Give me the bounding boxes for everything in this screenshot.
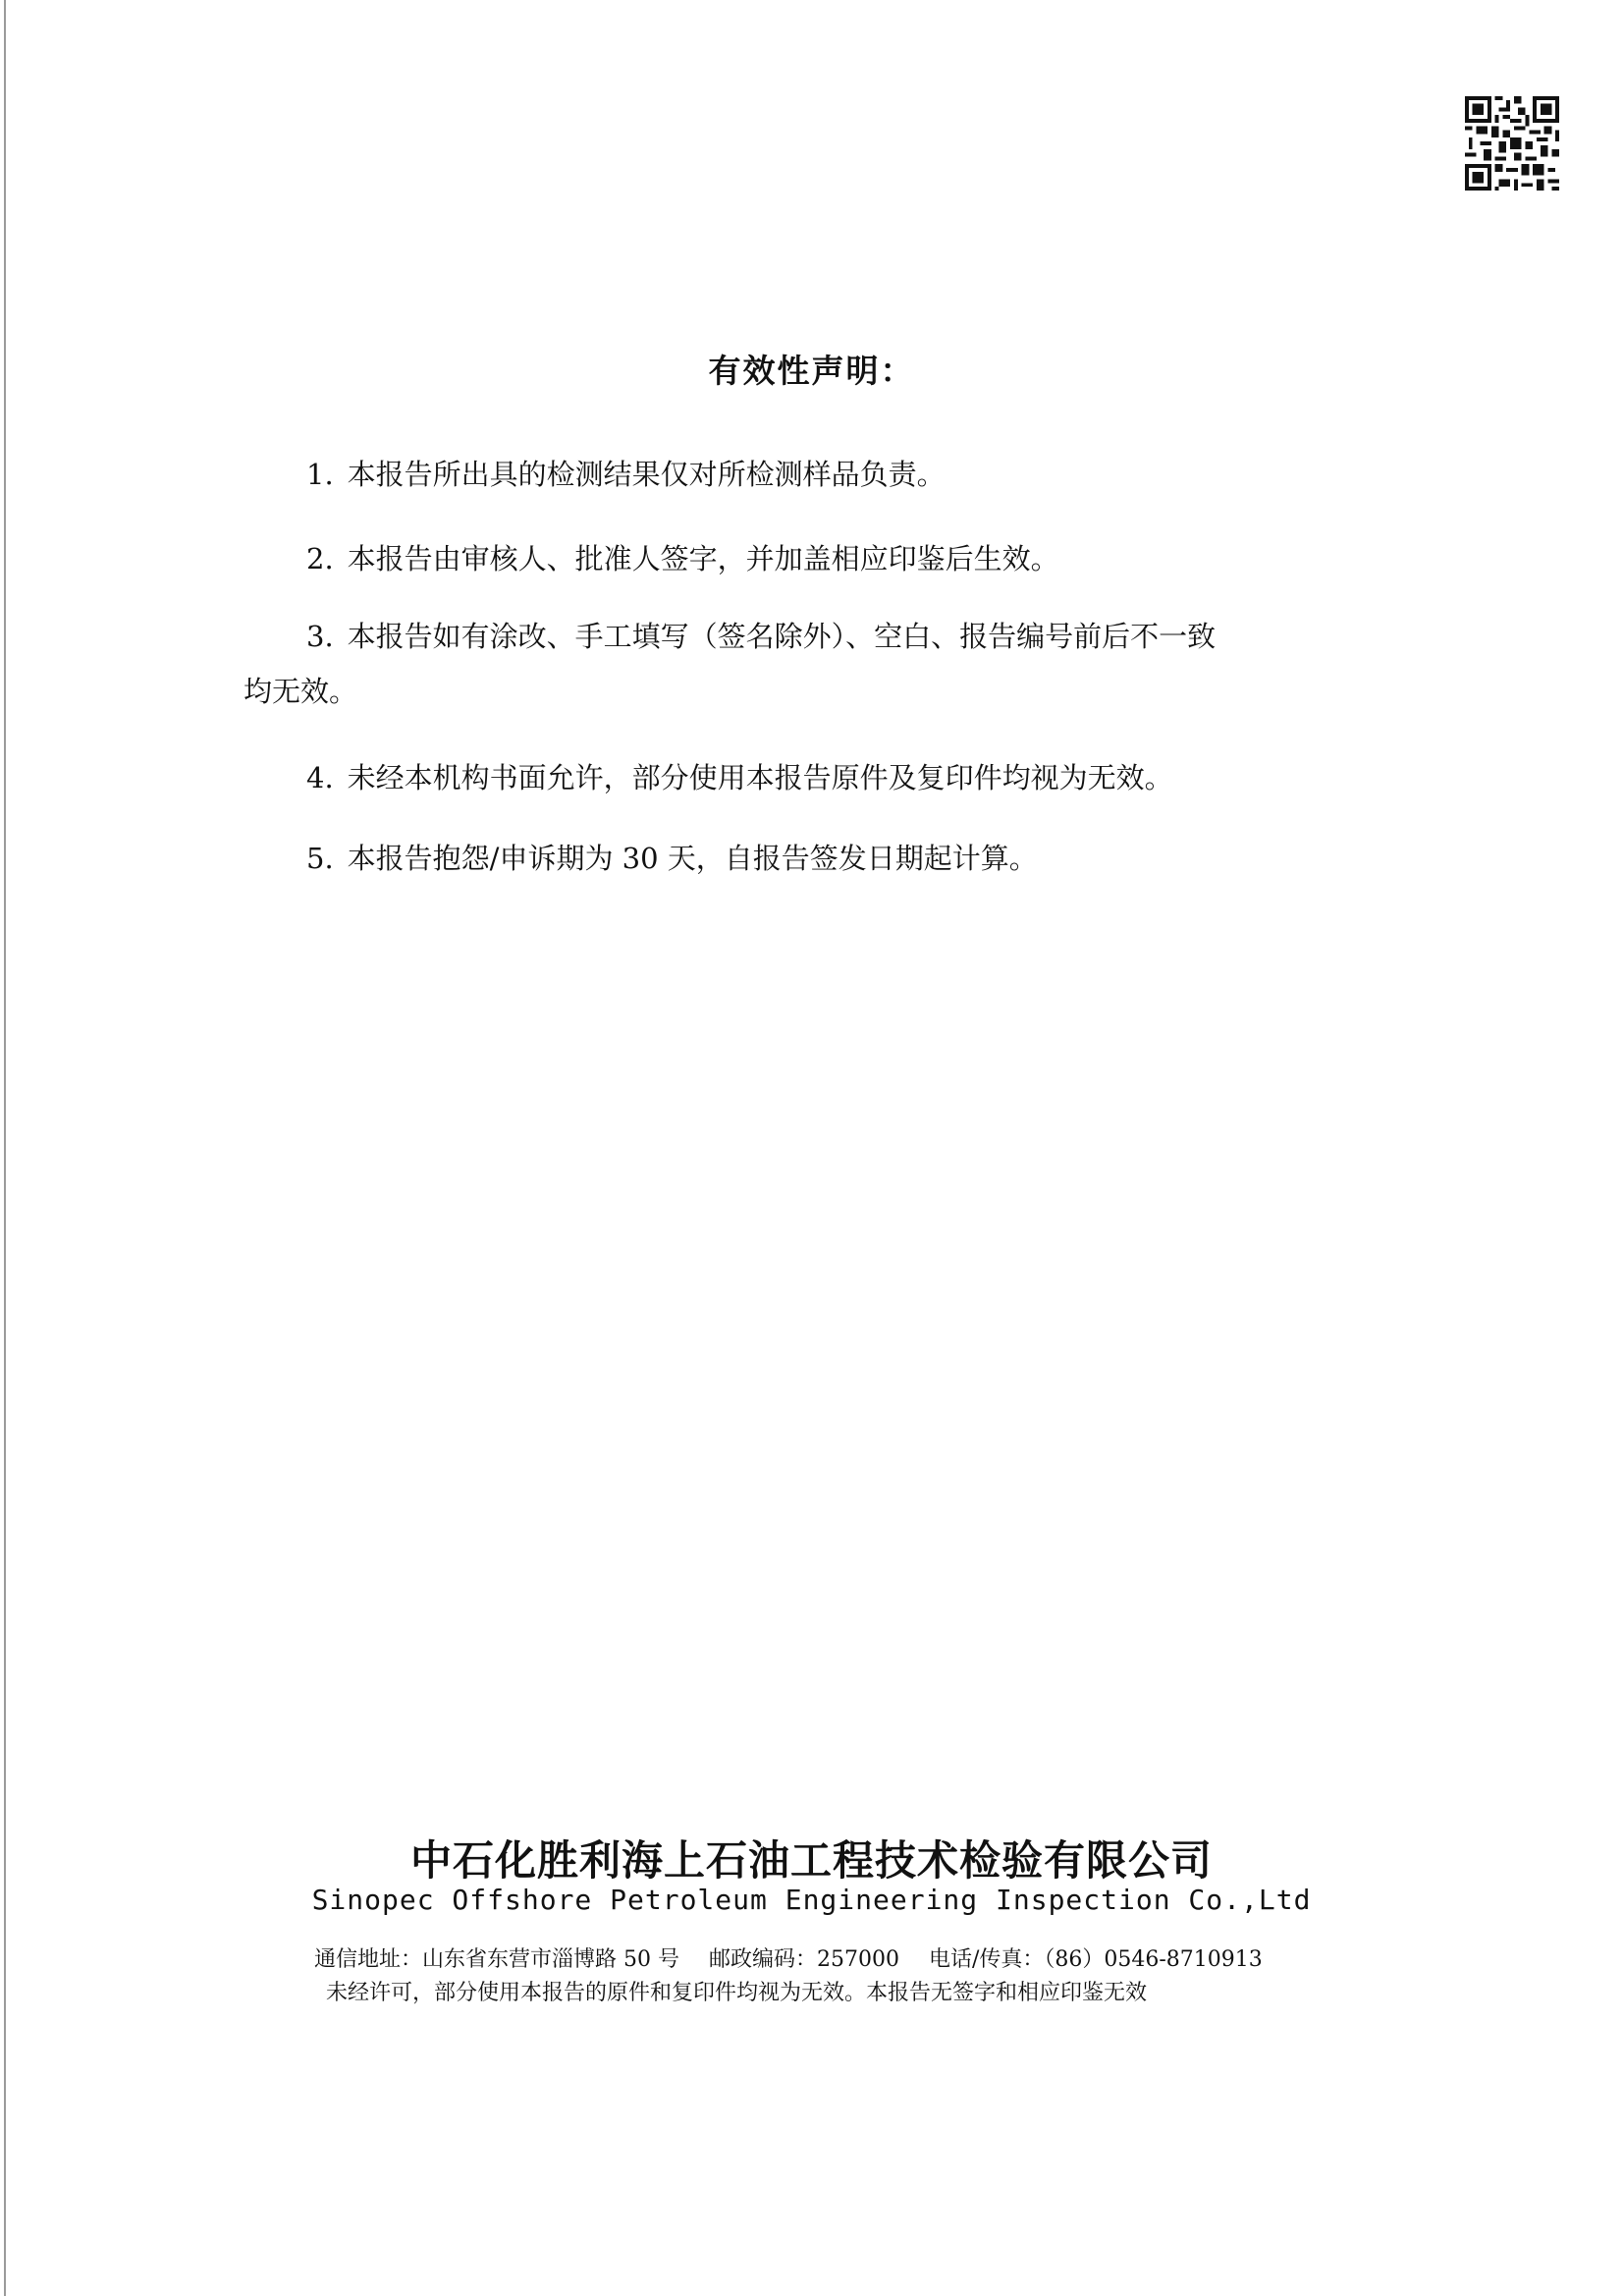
page-edge-line	[4, 0, 6, 2296]
item-number: 2.	[306, 542, 334, 575]
item-number: 5.	[306, 842, 334, 875]
statement-item-4	[306, 756, 1173, 799]
qr-code-icon	[1465, 96, 1559, 191]
address: 通信地址：山东省东营市淄博路 50 号	[314, 1947, 679, 1972]
statement-item-1	[306, 453, 946, 496]
statement-item-3	[306, 615, 1216, 658]
item-text: 本报告抱怨/申诉期为 30 天，自报告签发日期起计算。	[347, 842, 1038, 875]
postcode: 邮政编码：257000	[708, 1947, 899, 1972]
item-number: 1.	[306, 458, 334, 491]
statement-item-3-continuation: 均无效。	[243, 675, 358, 708]
statement-title: 有效性声明：	[708, 352, 915, 390]
statement-item-2	[306, 537, 1059, 580]
item-number: 3.	[306, 620, 334, 653]
company-name-en: Sinopec Offshore Petroleum Engineering Inspection Co.,Ltd	[311, 1884, 1312, 1916]
footer-notice: 未经许可，部分使用本报告的原件和复印件均视为无效。本报告无签字和相应印鉴无效	[326, 1981, 1148, 2005]
contact-line	[314, 1942, 1292, 1973]
item-text: 本报告由审核人、批准人签字，并加盖相应印鉴后生效。	[347, 542, 1059, 575]
item-text: 本报告如有涂改、手工填写（签名除外）、空白、报告编号前后不一致	[347, 620, 1217, 653]
statement-item-5	[306, 837, 1038, 880]
company-name-cn: 中石化胜利海上石油工程技术检验有限公司	[409, 1836, 1213, 1885]
item-number: 4.	[306, 761, 334, 794]
item-text: 未经本机构书面允许，部分使用本报告原件及复印件均视为无效。	[347, 761, 1173, 794]
phone-fax: 电话/传真：（86）0546-8710913	[928, 1947, 1263, 1972]
item-text: 本报告所出具的检测结果仅对所检测样品负责。	[347, 458, 946, 491]
